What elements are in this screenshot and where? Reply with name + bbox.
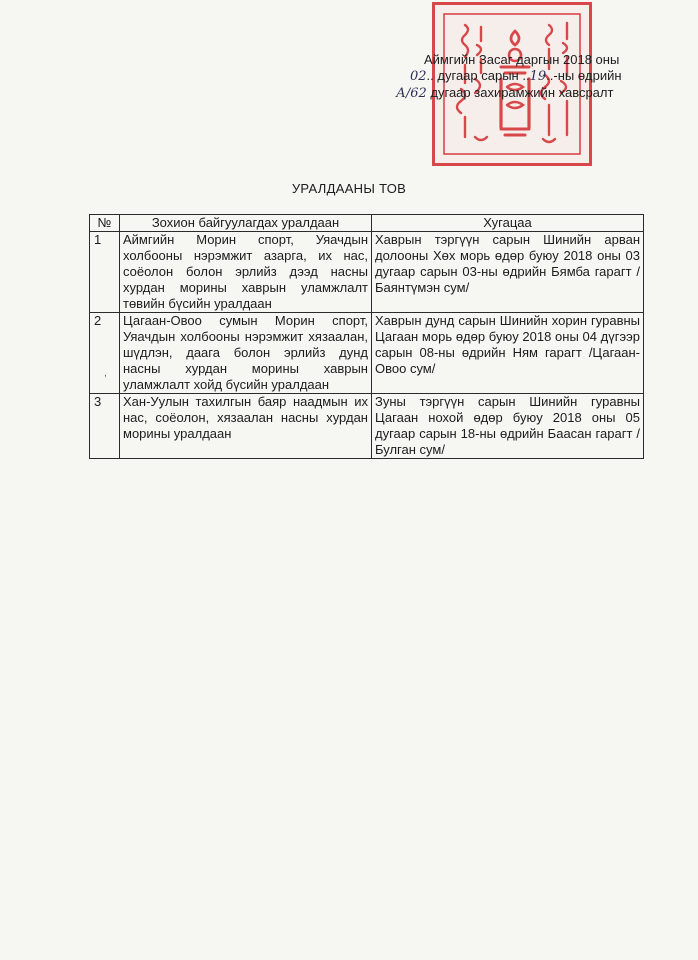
row-number: 1 — [90, 232, 120, 313]
table-row — [90, 313, 644, 394]
table-row — [90, 232, 644, 313]
header-month-label: дугаар сарын — [437, 68, 519, 83]
header-day-label: ..-ны өдрийн — [546, 68, 622, 83]
competition-date: Хаврын тэргүүн сарын Шинийн арван долооны Хөх морь өдөр буюу 2018 оны 03 дугаар сарын 03-ны өдрийн Бямба гарагт /Баянтүмэн сум/ — [372, 232, 644, 313]
competition-name: Цагаан-Овоо сумын Морин спорт, Уяачдын холбооны нэрэмжит хязаалан, шүдлэн, даага болон эрлийз дунд насны хурдан морины хаврын уламжлалт хойд бүсийн уралдаан — [120, 313, 372, 394]
row-number: 3 — [90, 394, 120, 459]
stray-mark: , — [104, 368, 107, 379]
attachment-header — [394, 52, 634, 102]
column-header-date: Хугацаа — [372, 215, 644, 232]
row-number: 2 — [90, 313, 120, 394]
table-header-row — [90, 215, 644, 232]
header-line-3 — [394, 85, 634, 102]
header-order-label: дугаар захирамжийн хавсралт — [430, 85, 614, 100]
competition-name: Аймгийн Морин спорт, Уяачдын холбооны нэрэмжит азарга, их нас, соёолон болон эрлийз дээд насны хурдан морины хаврын уламжлалт төвийн бүсийн уралдаан — [120, 232, 372, 313]
competition-date: Зуны тэргүүн сарын Шинийн гуравны Цагаан нохой өдөр буюу 2018 оны 05 дугаар сарын 18-ны өдрийн Баасан гарагт /Булган сум/ — [372, 394, 644, 459]
header-line-1: Аймгийн Засаг даргын 2018 оны — [424, 52, 620, 67]
header-dots-2: .. — [522, 68, 530, 83]
handwritten-day: 19 — [529, 69, 547, 84]
competition-name: Хан-Уулын тахилгын баяр наадмын их нас, соёолон, хязаалан насны хурдан морины уралдаан — [120, 394, 372, 459]
table-row — [90, 394, 644, 459]
header-dots: .. — [426, 68, 434, 83]
page-title: УРАЛДААНЫ ТОВ — [291, 181, 407, 196]
header-line-2 — [394, 68, 634, 85]
handwritten-month: 02 — [410, 69, 427, 84]
column-header-competition: Зохион байгуулагдах уралдаан — [120, 215, 372, 232]
schedule-table — [89, 214, 644, 459]
handwritten-order-number: А/62 — [396, 86, 427, 101]
competition-date: Хаврын дунд сарын Шинийн хорин гуравны Цагаан морь өдөр буюу 2018 оны 04 дүгээр сарын 08-ны өдрийн Ням гарагт /Цагаан-Овоо сум/ — [372, 313, 644, 394]
column-header-number: № — [90, 215, 120, 232]
